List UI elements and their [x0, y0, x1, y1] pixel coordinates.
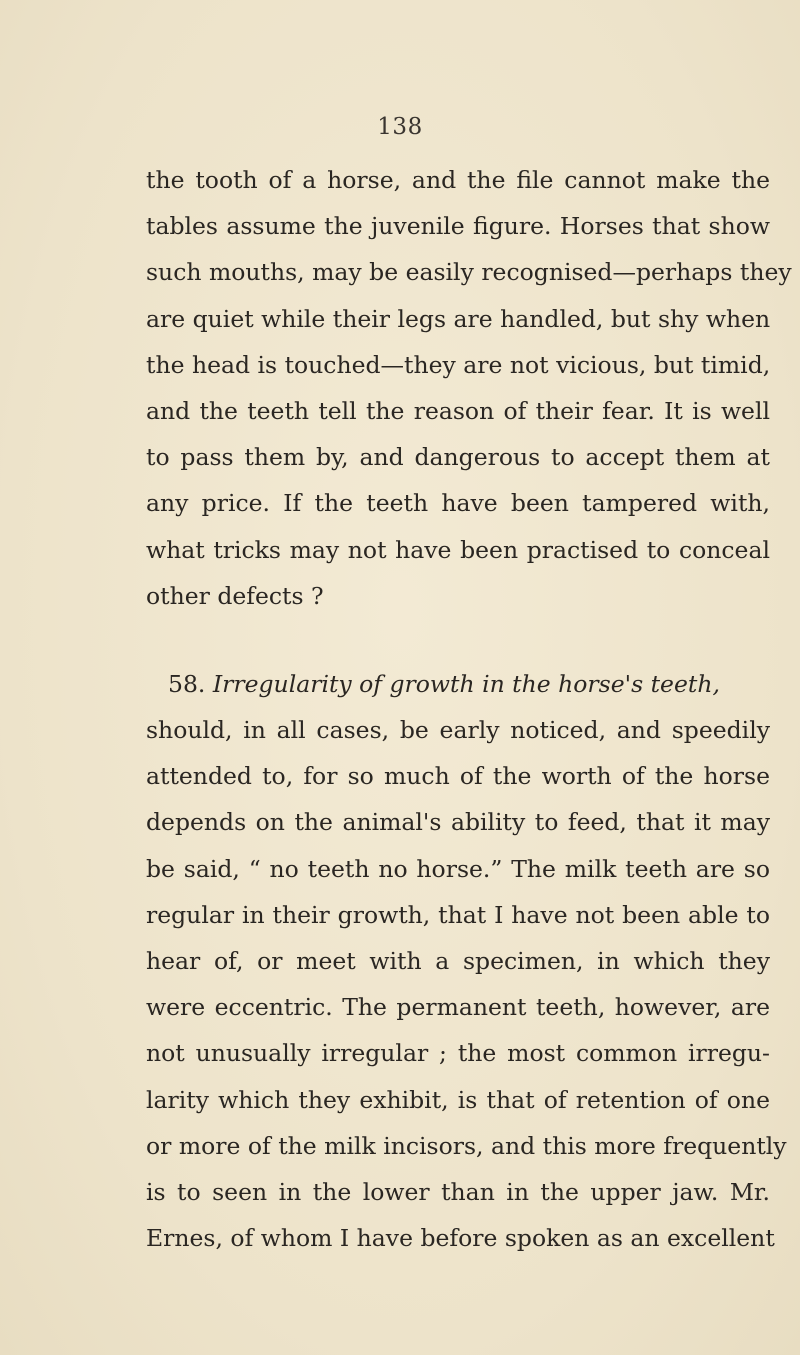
text-line: regular in their growth, that I have not been able to [146, 900, 770, 929]
paragraph-spacer [146, 619, 770, 661]
text-line: are quiet while their legs are handled, but shy when [146, 304, 771, 333]
body-text [146, 157, 792, 1261]
text-line: should, in all cases, be early noticed, and speedily [146, 716, 770, 745]
text-line: any price. If the teeth have been tampered with, [146, 489, 770, 518]
text-line: such mouths, may be easily recognised—perhaps they [146, 258, 792, 287]
text-line: and the teeth tell the reason of their fear. It is well [146, 396, 770, 425]
text-line: is to seen in the lower than in the upper jaw. Mr. [146, 1177, 770, 1206]
paragraph-1 [146, 157, 792, 619]
text-line: the tooth of a horse, and the file cannot make the [146, 166, 770, 194]
text-line: to pass them by, and dangerous to accept them at [146, 443, 770, 472]
section-heading: Irregularity of growth in the horse's teeth, [212, 669, 720, 698]
text-line: not unusually irregular ; the most common irregu- [146, 1039, 770, 1068]
text-line: attended to, for so much of the worth of the horse [146, 762, 770, 791]
text-line: hear of, or meet with a specimen, in which they [146, 947, 770, 975]
text-line: larity which they exhibit, is that of retention of one [146, 1085, 770, 1114]
page-number: 138 [377, 114, 423, 140]
text-line: be said, “ no teeth no horse.” The milk teeth are so [146, 854, 770, 883]
section-heading-line [146, 661, 770, 707]
section-number: 58. [168, 669, 206, 698]
text-line: were eccentric. The permanent teeth, however, are [146, 993, 770, 1022]
text-line: depends on the animal's ability to feed, that it may [146, 808, 770, 837]
paragraph-2 [146, 661, 787, 1261]
text-line: tables assume the juvenile figure. Horses that show [146, 212, 770, 241]
text-line: or more of the milk incisors, and this more frequently [146, 1131, 787, 1160]
text-line: the head is touched—they are not vicious, but timid, [146, 350, 771, 379]
text-line: what tricks may not have been practised to conceal [146, 535, 770, 564]
text-line: other defects ? [146, 581, 324, 610]
text-line: Ernes, of whom I have before spoken as an excellent [146, 1224, 775, 1253]
